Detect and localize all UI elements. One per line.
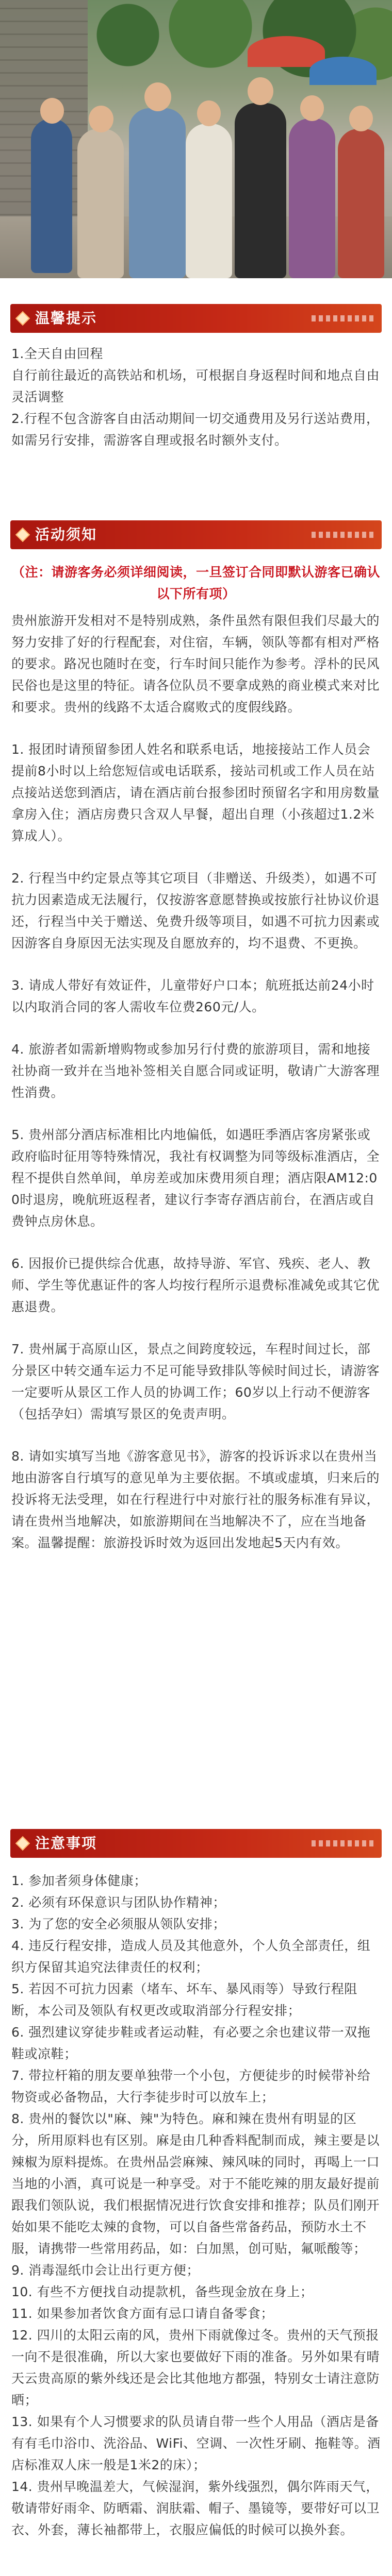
activity-paragraph: 4. 旅游者如需新增购物或参加另行付费的旅游项目，需和地接社协商一致并在当地补签相关自愿合同或证明，敬请广大游客理性消费。 (11, 1042, 380, 1100)
tip-item: 1.全天自由回程 (11, 346, 103, 361)
activity-paragraph: 7. 贵州属于高原山区，景点之间跨度较远，车程时间过长，部分景区中转交通车运力不足可能导致排队等候时间过长，请游客一定要听从景区工作人员的协调工作；60岁以上行动不便游客（包括孕妇）需填写景区的免责声明。 (11, 1342, 380, 1421)
tourist (289, 118, 335, 278)
note-item: 2. 必须有环保意识与团队协作精神； (11, 1895, 226, 1910)
umbrella-icon (309, 57, 377, 85)
tip-item: 自行前往最近的高铁站和机场，可根据自身返程时间和地点自由灵活调整 (11, 368, 380, 404)
activity-paragraph: 2. 行程当中约定景点等其它项目（非赠送、升级类），如遇不可抗力因素造成无法履行，仅按游客意愿替换或按旅行社协议价退还，行程当中关于赠送、免费升级等项目，如遇不可抗力因素或因游客自身原因无法实现及自愿放弃的，均不退费、不更换。 (11, 871, 380, 951)
section-header-activity (10, 520, 382, 549)
umbrella-icon (248, 36, 325, 67)
tips-content (11, 343, 381, 451)
tourist (31, 118, 72, 273)
note-item: 13. 如果有个人习惯要求的队员请自带一些个人用品（酒店是备有有毛巾浴巾、洗浴品、WiFi、空调、一次性牙刷、拖鞋等。酒店标准双人床一般是1米2的床）； (11, 2414, 381, 2472)
activity-paragraph: 3. 请成人带好有效证件，儿童带好户口本；航班抵达前24小时以内取消合同的客人需收车位费260元/人。 (11, 978, 374, 1014)
tourist-head (197, 100, 221, 126)
diamond-icon (15, 528, 30, 542)
hero-photo (0, 0, 392, 278)
note-item: 4. 违反行程安排，造成人员及其他意外，个人负全部责任，组织方保留其追究法律责任的权利； (11, 1938, 371, 1975)
activity-content (11, 562, 381, 1554)
note-item: 9. 消毒湿纸巾会让出行更方便； (11, 2263, 200, 2278)
tourist (186, 124, 232, 278)
header-decoration (312, 532, 373, 538)
notice-text: （注：请游客务必须详细阅读，一旦签订合同即默认游客已确认以下所有项） (11, 565, 380, 601)
note-item: 12. 四川的太阳云南的风，贵州下雨就像过冬。贵州的天气预报一向不是很准确，所以大家也要做好下雨的准备。另外如果有晴天云贵高原的紫外线还是会比其他地方都强，特别女士请注意防晒； (11, 2328, 380, 2408)
section-title: 注意事项 (35, 1835, 97, 1852)
section-header-notes (10, 1829, 382, 1858)
tourist-head (300, 95, 324, 121)
tourist (77, 129, 124, 278)
note-item: 8. 贵州的餐饮以"麻、辣"为特色。麻和辣在贵州有明显的区分，所用原料也有区别。麻是由几种香料配制而成，辣主要是以辣椒为原料提炼。在贵州品尝麻辣、辣风味的同时，再喝上一口当地的小酒，真可说是一种享受。对于不能吃辣的朋友最好提前跟我们领队说，我们根据情况进行饮食安排和推荐；队员们刚开始如果不能吃太辣的食物，可以自备些常备药品，预防水土不服，请携带一些常用药品，如：白加黑，创可贴，氟哌酸等； (11, 2111, 380, 2256)
header-decoration (312, 315, 373, 321)
activity-paragraph: 6. 因报价已提供综合优惠，故持导游、军官、残疾、老人、教师、学生等优惠证件的客人均按行程所示退费标准减免或其它优惠退费。 (11, 1256, 380, 1314)
note-item: 1. 参加者须身体健康； (11, 1873, 147, 1888)
tourist-head (248, 77, 273, 105)
note-item: 10. 有些不方便找自动提款机，备些现金放在身上； (11, 2284, 314, 2299)
activity-paragraph: 贵州旅游开发相对不是特别成熟，条件虽然有限但我们尽最大的努力安排了好的行程配套，对住宿，车辆，领队等都有相对严格的要求。路况也随时在变，行车时间只能作为参考。浮朴的民风民俗也是这里的特征。请各位队员不要拿成熟的商业模式来对比和要求。贵州的线路不太适合腐败式的度假线路。 (11, 613, 380, 715)
notes-content (11, 1870, 381, 2541)
diamond-icon (15, 311, 30, 326)
tip-item: 2.行程不包含游客自由活动期间一切交通费用及另行送站费用，如需另行安排，需游客自理或报名时额外支付。 (11, 411, 380, 448)
tourist-head (40, 98, 64, 124)
tourist (235, 103, 286, 278)
activity-paragraph: 8. 请如实填写当地《游客意见书》，游客的投诉诉求以在贵州当地由游客自行填写的意见单为主要依据。不填或虚填，归来后的投诉将无法受理，如在行程进行中对旅行社的服务标准有异议，请在贵州当地解决，如旅游期间在当地解决不了，应在当地备案。温馨提醒：旅游投诉时效为返回出发地起5天内有效。 (11, 1449, 380, 1550)
tourist-head (144, 82, 171, 111)
note-item: 5. 若因不可抗力因素（堵车、坏车、暴风雨等）导致行程阻断，本公司及领队有权更改或取消部分行程安排； (11, 1981, 357, 2018)
tourist-head (349, 106, 373, 131)
section-title: 活动须知 (35, 526, 97, 543)
section-header-tips (10, 304, 382, 333)
note-item: 7. 带拉杆箱的朋友要单独带一个小包，方便徒步的时候带补给物资或必备物品，大行李徒步时可以放车上； (11, 2068, 371, 2105)
note-item: 6. 强烈建议穿徒步鞋或者运动鞋，有必要之余也建议带一双拖鞋或凉鞋； (11, 2025, 371, 2061)
note-item: 11. 如果参加者饮食方面有忌口请自备零食； (11, 2306, 274, 2321)
note-item: 14. 贵州早晚温差大，气候湿润，紫外线强烈，偶尔阵雨天气，敬请带好雨伞、防晒霜、润肤霜、帽子、墨镜等，要带好可以卫衣、外套，薄长袖都带上，衣服应偏低的时候可以换外套。 (11, 2479, 380, 2537)
tourist (338, 129, 384, 278)
section-title: 温馨提示 (35, 310, 97, 327)
tourist (129, 108, 186, 278)
activity-paragraph: 5. 贵州部分酒店标准相比内地偏低，如遇旺季酒店客房紧张或政府临时征用等特殊情况，我社有权调整为同等级标准酒店，全程不提供自然单间，单房差或加床费用须自理；酒店限AM12:00时退房，晚航班返程者，建议行李寄存酒店前台，在酒店或自费钟点房休息。 (11, 1127, 380, 1229)
diamond-icon (15, 1836, 30, 1851)
activity-paragraph: 1. 报团时请预留参团人姓名和联系电话，地接接站工作人员会提前8小时以上给您短信或电话联系，接站司机或工作人员在站点接站送您到酒店，请在酒店前台报参团时预留名字和用房数量拿房入住；酒店房费只含双人早餐，超出自理（小孩超过1.2米算成人）。 (11, 742, 380, 843)
note-item: 3. 为了您的安全必须服从领队安排； (11, 1917, 226, 1931)
tourist-head (89, 106, 113, 132)
header-decoration (312, 1840, 373, 1846)
